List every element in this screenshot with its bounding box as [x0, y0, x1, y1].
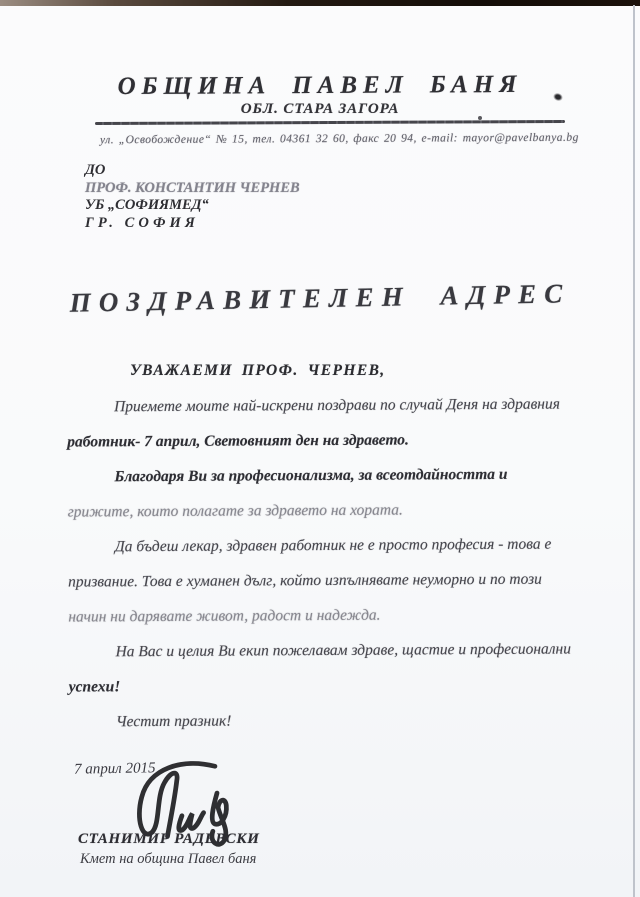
- body-line: работник- 7 април, Световният ден на здравето.: [67, 431, 409, 451]
- signer-name: СТАНИМИР РАДЕВСКИ: [78, 831, 260, 847]
- municipality-name: ОБЩИНА ПАВЕЛ БАНЯ: [117, 70, 523, 101]
- ink-dot: [478, 116, 482, 120]
- body-line: На Вас и целия Ви екип пожелавам здраве, щастие и професионални: [115, 640, 572, 661]
- recipient-to-label: ДО: [85, 162, 106, 178]
- body-line: призвание. Това е хуманен дълг, който изпълнявате неуморно и по този: [68, 570, 542, 591]
- body-line: Приемете моите най-искрени поздрави по случай Деня на здравния: [113, 395, 560, 416]
- body-line: начин ни дарявате живот, радост и надежда.: [68, 606, 381, 626]
- body-line: грижите, които полагате за здравето на хората.: [67, 501, 403, 521]
- date-line: 7 април 2015: [73, 760, 156, 778]
- body-line: Благодаря Ви за професионализма, за всеотдайността и: [114, 465, 508, 486]
- letterhead-contact-line: ул. „Освобождение“ № 15, тел. 04361 32 60, факс 20 94, e-mail: mayor@pavelbanya.bg: [99, 131, 579, 147]
- signer-title: Кмет на община Павел баня: [80, 851, 257, 867]
- recipient-organization: УБ „СОФИЯМЕД“: [85, 197, 209, 213]
- salutation: УВАЖАЕМИ ПРОФ. ЧЕРНЕВ,: [130, 362, 386, 379]
- letter-body: [67, 386, 577, 739]
- letterhead-divider: [95, 120, 565, 125]
- document-title: ПОЗДРАВИТЕЛЕН АДРЕС: [69, 278, 571, 318]
- recipient-name: ПРОФ. КОНСТАНТИН ЧЕРНЕВ: [85, 180, 300, 196]
- body-line: успехи!: [68, 678, 121, 696]
- body-line: Честит празник!: [115, 712, 232, 731]
- body-line: Да бъдеш лекар, здравен работник не е просто професия - това е: [114, 535, 552, 556]
- recipient-city: ГР. СОФИЯ: [85, 215, 199, 231]
- municipality-region: ОБЛ. СТАРА ЗАГОРА: [240, 101, 400, 117]
